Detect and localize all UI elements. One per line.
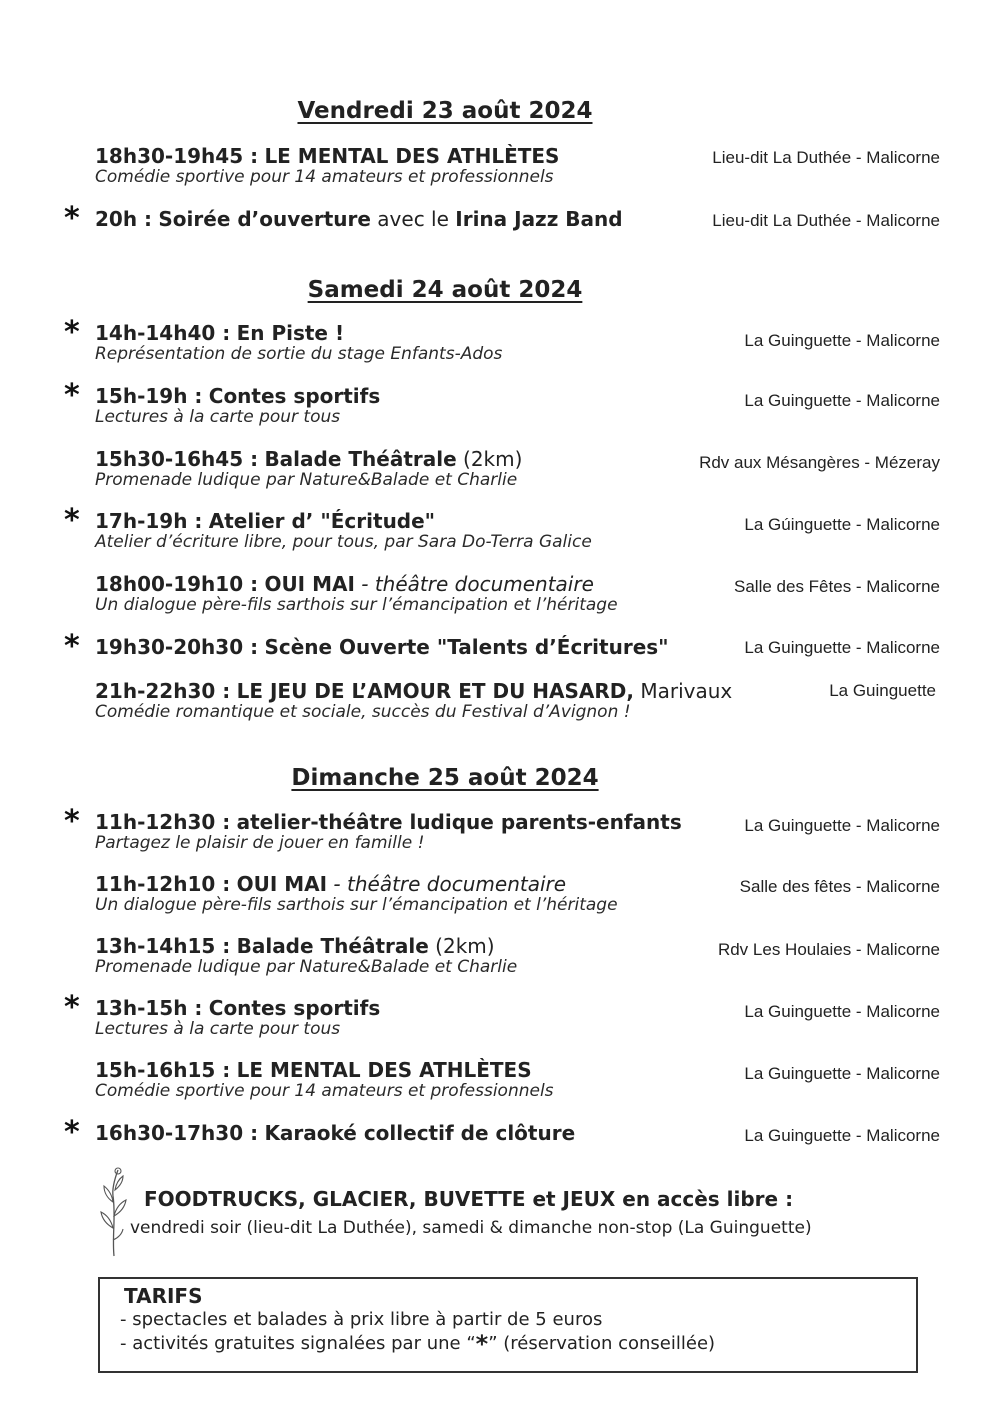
event-item xyxy=(64,201,944,255)
event-title xyxy=(95,509,435,533)
free-activity-star: * xyxy=(64,990,80,1025)
event-name: Balade Théâtrale xyxy=(236,934,429,958)
event-item xyxy=(64,629,944,683)
event-item xyxy=(64,572,944,620)
event-item xyxy=(64,990,944,1044)
event-name: OUI MAI xyxy=(236,872,328,896)
event-name: En Piste ! xyxy=(236,321,345,345)
event-location: La Guinguette - Malicorne xyxy=(744,1126,940,1145)
event-title xyxy=(95,996,380,1020)
event-location: Salle des fêtes - Malicorne xyxy=(739,877,940,896)
event-item xyxy=(64,804,944,858)
event-time: 16h30-17h30 : xyxy=(95,1121,259,1145)
event-time: 13h-14h15 : xyxy=(95,934,231,958)
event-name: OUI MAI xyxy=(264,572,355,596)
event-name: LE JEU DE L’AMOUR ET DU HASARD, xyxy=(236,679,634,703)
event-suffix: (2km) xyxy=(456,447,523,471)
event-title xyxy=(95,1058,532,1082)
tarifs-line-prices: - spectacles et balades à prix libre à partir de 5 euros xyxy=(120,1309,603,1330)
event-location: La Gúinguette - Malicorne xyxy=(744,515,940,534)
event-genre: - théâtre documentaire xyxy=(354,572,594,596)
event-time: 15h-16h15 : xyxy=(95,1058,231,1082)
free-activity-star: * xyxy=(64,629,80,664)
tarifs-line-free-b: ” (réservation conseillée) xyxy=(488,1333,716,1354)
event-suffix: Marivaux xyxy=(634,679,733,703)
free-activity-star: * xyxy=(475,1330,489,1358)
food-headline-colon: : xyxy=(778,1187,794,1211)
event-time: 11h-12h30 : xyxy=(95,810,231,834)
event-suffix: avec le xyxy=(370,207,456,231)
event-description: Lectures à la carte pour tous xyxy=(95,407,341,427)
event-description: Partagez le plaisir de jouer en famille ! xyxy=(95,833,425,853)
event-name: LE MENTAL DES ATHLÈTES xyxy=(264,144,560,168)
event-description: Atelier d’écriture libre, pour tous, par Sara Do-Terra Galice xyxy=(95,532,592,552)
day-title-friday: Vendredi 23 août 2024 xyxy=(297,98,593,124)
event-location: La Guinguette xyxy=(829,681,936,700)
event-time: 15h30-16h45 : xyxy=(95,447,259,471)
event-location: La Guinguette - Malicorne xyxy=(744,816,940,835)
event-time: 21h-22h30 : xyxy=(95,679,231,703)
event-description: Comédie sportive pour 14 amateurs et professionnels xyxy=(95,1081,554,1101)
event-item xyxy=(64,447,944,495)
event-time: 17h-19h : xyxy=(95,509,203,533)
event-time: 15h-19h : xyxy=(95,384,203,408)
tarifs-line-free xyxy=(120,1330,716,1358)
event-location: La Guinguette - Malicorne xyxy=(744,1064,940,1083)
event-location: Lieu-dit La Duthée - Malicorne xyxy=(712,148,940,167)
event-location: Salle des Fêtes - Malicorne xyxy=(734,577,940,596)
event-time: 19h30-20h30 : xyxy=(95,635,259,659)
event-location: Lieu-dit La Duthée - Malicorne xyxy=(712,211,940,230)
event-description: Comédie sportive pour 14 amateurs et professionnels xyxy=(95,167,554,187)
free-activity-star: * xyxy=(64,804,80,839)
event-time: 20h : xyxy=(95,207,153,231)
event-title xyxy=(95,810,682,834)
event-description: Promenade ludique par Nature&Balade et Charlie xyxy=(95,957,518,977)
event-title xyxy=(95,447,522,471)
event-description: Un dialogue père-fils sarthois sur l’émancipation et l’héritage xyxy=(95,595,618,615)
event-title xyxy=(95,207,623,231)
event-title xyxy=(95,1121,575,1145)
free-activity-star: * xyxy=(64,378,80,413)
event-time: 11h-12h10 : xyxy=(95,872,231,896)
free-activity-star: * xyxy=(64,503,80,538)
event-location: La Guinguette - Malicorne xyxy=(744,638,940,657)
event-suffix: (2km) xyxy=(428,934,495,958)
event-item xyxy=(64,1115,944,1169)
event-time: 14h-14h40 : xyxy=(95,321,231,345)
flower-sprig-icon xyxy=(96,1166,132,1258)
event-name: Balade Théâtrale xyxy=(264,447,457,471)
event-item xyxy=(64,315,944,369)
event-name: LE MENTAL DES ATHLÈTES xyxy=(236,1058,532,1082)
event-item xyxy=(64,378,944,432)
event-item xyxy=(64,1058,944,1106)
free-activity-star: * xyxy=(64,201,80,236)
event-name: Karaoké collectif de clôture xyxy=(264,1121,576,1145)
food-headline-bold: FOODTRUCKS, GLACIER, BUVETTE et JEUX en accès libre xyxy=(144,1187,779,1211)
event-location: La Guinguette - Malicorne xyxy=(744,331,940,350)
free-activity-star: * xyxy=(64,315,80,350)
event-item xyxy=(64,679,944,727)
event-title xyxy=(95,572,594,596)
event-description: Comédie romantique et sociale, succès du Festival d’Avignon ! xyxy=(95,702,631,722)
event-description: Un dialogue père-fils sarthois sur l’émancipation et l’héritage xyxy=(95,895,618,915)
event-title xyxy=(95,679,732,703)
day-title-saturday: Samedi 24 août 2024 xyxy=(307,277,583,303)
event-name: Atelier d’ "Écritude" xyxy=(208,509,436,533)
event-description: Lectures à la carte pour tous xyxy=(95,1019,341,1039)
event-title xyxy=(95,872,566,896)
tarifs-box xyxy=(98,1277,918,1373)
event-location: Rdv Les Houlaies - Malicorne xyxy=(717,940,940,959)
event-name: Scène Ouverte "Talents d’Écritures" xyxy=(264,635,669,659)
event-title xyxy=(95,321,344,345)
event-item xyxy=(64,503,944,557)
event-name: atelier-théâtre ludique parents-enfants xyxy=(236,810,682,834)
event-time: 18h30-19h45 : xyxy=(95,144,259,168)
event-name: Soirée d’ouverture xyxy=(158,207,371,231)
event-description: Représentation de sortie du stage Enfants-Ados xyxy=(95,344,503,364)
event-description: Promenade ludique par Nature&Balade et Charlie xyxy=(95,470,518,490)
event-genre: - théâtre documentaire xyxy=(327,872,567,896)
event-band: Irina Jazz Band xyxy=(455,207,623,231)
event-item xyxy=(64,144,944,192)
food-headline xyxy=(144,1186,793,1212)
event-title xyxy=(95,144,559,168)
event-item xyxy=(64,872,944,920)
tarifs-title: TARIFS xyxy=(124,1284,203,1308)
event-location: La Guinguette - Malicorne xyxy=(744,1002,940,1021)
event-location: La Guinguette - Malicorne xyxy=(744,391,940,410)
free-activity-star: * xyxy=(64,1115,80,1150)
event-title xyxy=(95,934,495,958)
event-name: Contes sportifs xyxy=(208,996,381,1020)
tarifs-line-free-a: - activités gratuites signalées par une “ xyxy=(120,1333,476,1354)
event-title xyxy=(95,635,669,659)
event-title xyxy=(95,384,380,408)
event-location: Rdv aux Mésangères - Mézeray xyxy=(699,453,940,472)
day-title-sunday: Dimanche 25 août 2024 xyxy=(291,765,599,791)
event-time: 13h-15h : xyxy=(95,996,203,1020)
event-name: Contes sportifs xyxy=(208,384,381,408)
event-item xyxy=(64,934,944,982)
food-details: vendredi soir (lieu-dit La Duthée), samedi & dimanche non-stop (La Guinguette) xyxy=(130,1218,812,1238)
event-time: 18h00-19h10 : xyxy=(95,572,259,596)
